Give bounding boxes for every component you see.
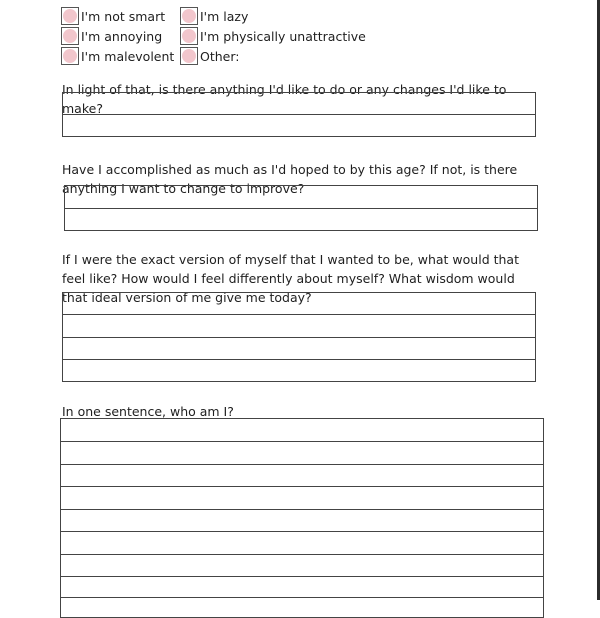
question-2: Have I accomplished as much as I'd hoped to by this age? If not, is there anything I want to change to improve?: [62, 162, 518, 196]
option-label: I'm physically unattractive: [200, 28, 366, 44]
question-3: If I were the exact version of myself that I wanted to be, what would that feel like? How would I feel differently about myself? What wisdom would that ideal version of me give me today?: [62, 252, 519, 305]
question-1: In light of that, is there anything I'd like to do or any changes I'd like to make?: [62, 82, 507, 116]
checkbox-dot: [63, 49, 77, 63]
writing-line: [63, 337, 535, 338]
writing-line: [61, 486, 543, 487]
writing-line: [61, 597, 543, 598]
checkbox[interactable]: [61, 7, 79, 25]
option-label: I'm malevolent: [81, 48, 175, 64]
checkbox[interactable]: [61, 27, 79, 45]
writing-line: [61, 509, 543, 510]
writing-line: [65, 208, 537, 209]
writing-line: [61, 554, 543, 555]
option-other[interactable]: [180, 46, 239, 66]
checkbox-dot: [63, 29, 77, 43]
checkbox-dot: [182, 49, 196, 63]
checkbox[interactable]: [61, 47, 79, 65]
writing-line: [63, 359, 535, 360]
writing-line: [63, 314, 535, 315]
option-not-smart[interactable]: [61, 6, 165, 26]
checkbox[interactable]: [180, 47, 198, 65]
option-lazy[interactable]: [180, 6, 248, 26]
option-label: Other:: [200, 48, 240, 64]
answer-box-3[interactable]: [62, 292, 536, 382]
writing-line: [61, 531, 543, 532]
writing-line: [61, 441, 543, 442]
answer-box-2[interactable]: [64, 185, 538, 231]
writing-line: [61, 576, 543, 577]
answer-box-4[interactable]: [60, 418, 544, 618]
checkbox[interactable]: [180, 27, 198, 45]
checkbox-dot: [63, 9, 77, 23]
writing-line: [61, 464, 543, 465]
checkbox[interactable]: [180, 7, 198, 25]
writing-line: [63, 114, 535, 115]
option-annoying[interactable]: [61, 26, 162, 46]
option-label: I'm not smart: [81, 8, 166, 24]
answer-box-1[interactable]: [62, 92, 536, 137]
checkbox-dot: [182, 9, 196, 23]
question-4: In one sentence, who am I?: [62, 404, 234, 419]
option-label: I'm lazy: [200, 8, 249, 24]
checkbox-dot: [182, 29, 196, 43]
option-physically-unattractive[interactable]: [180, 26, 366, 46]
option-label: I'm annoying: [81, 28, 163, 44]
option-malevolent[interactable]: [61, 46, 174, 66]
